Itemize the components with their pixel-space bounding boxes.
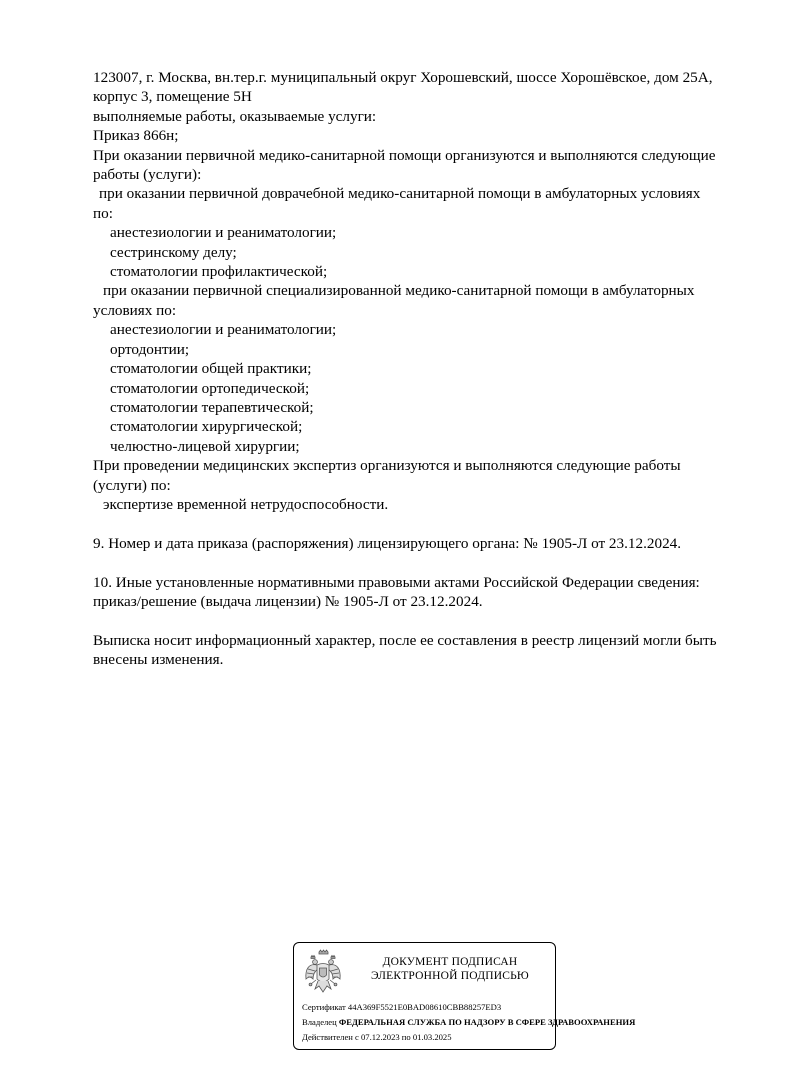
spacer <box>93 611 773 630</box>
disclaimer-line-2: внесены изменения. <box>93 651 224 669</box>
stamp-title-line-2: ЭЛЕКТРОННОЙ ПОДПИСЬЮ <box>371 970 529 982</box>
pre-doctor-care-heading-1: при оказании первичной доврачебной медико-санитарной помощи в амбулаторных условиях <box>99 185 701 203</box>
list-item: ортодонтии; <box>110 340 190 358</box>
certificate-value: 44A369F5521E0BAD08610CBB88257ED3 <box>347 1002 502 1012</box>
certificate-row <box>302 1002 501 1013</box>
pre-doctor-care-heading-2: по: <box>93 204 113 222</box>
list-item: челюстно-лицевой хирургии; <box>110 437 300 455</box>
item-10-line-2: приказ/решение (выдача лицензии) № 1905-Л от 23.12.2024. <box>93 592 483 610</box>
specialized-care-heading-2: условиях по: <box>93 301 177 319</box>
list-item: стоматологии терапевтической; <box>110 398 314 416</box>
document-body <box>93 68 773 670</box>
expertise-intro-2: (услуги) по: <box>93 476 171 494</box>
order-reference: Приказ 866н; <box>93 127 179 145</box>
spacer <box>93 553 773 572</box>
list-item: анестезиологии и реаниматологии; <box>110 321 337 339</box>
list-item: стоматологии общей практики; <box>110 360 312 378</box>
disclaimer-line-1: Выписка носит информационный характер, после ее составления в реестр лицензий могли быть <box>93 631 717 649</box>
address-line-1: 123007, г. Москва, вн.тер.г. муниципальный округ Хорошевский, шоссе Хорошёвское, дом 25А, <box>93 69 713 86</box>
stamp-title <box>350 955 550 983</box>
expertise-intro-1: При проведении медицинских экспертиз организуются и выполняются следующие работы <box>93 457 681 475</box>
list-item: стоматологии ортопедической; <box>110 379 310 397</box>
list-item: экспертизе временной нетрудоспособности. <box>103 495 389 513</box>
list-item: стоматологии профилактической; <box>110 263 328 281</box>
owner-row <box>302 1017 635 1028</box>
spacer <box>93 514 773 533</box>
owner-value: ФЕДЕРАЛЬНАЯ СЛУЖБА ПО НАДЗОРУ В СФЕРЕ ЗДРАВООХРАНЕНИЯ <box>338 1017 636 1027</box>
validity-row: Действителен с 07.12.2023 по 01.03.2025 <box>302 1032 452 1042</box>
electronic-signature-stamp <box>293 942 636 1050</box>
address-line-2: корпус 3, помещение 5Н <box>93 88 252 106</box>
stamp-title-line-1: ДОКУМЕНТ ПОДПИСАН <box>382 956 518 968</box>
primary-care-intro-1: При оказании первичной медико-санитарной помощи организуются и выполняются следующие <box>93 146 716 164</box>
specialized-care-heading-1: при оказании первичной специализированной медико-санитарной помощи в амбулаторных <box>103 282 695 300</box>
list-item: сестринскому делу; <box>110 243 237 261</box>
owner-label: Владелец <box>302 1017 337 1027</box>
list-item: анестезиологии и реаниматологии; <box>110 224 337 242</box>
primary-care-intro-2: работы (услуги): <box>93 166 202 184</box>
coat-of-arms-icon <box>303 949 343 995</box>
item-9-order-number: 9. Номер и дата приказа (распоряжения) лицензирующего органа: № 1905-Л от 23.12.2024. <box>93 534 682 552</box>
certificate-label: Сертификат <box>302 1002 346 1012</box>
item-10-line-1: 10. Иные установленные нормативными правовыми актами Российской Федерации сведения: <box>93 573 700 591</box>
list-item: стоматологии хирургической; <box>110 418 303 436</box>
services-heading: выполняемые работы, оказываемые услуги: <box>93 107 377 125</box>
